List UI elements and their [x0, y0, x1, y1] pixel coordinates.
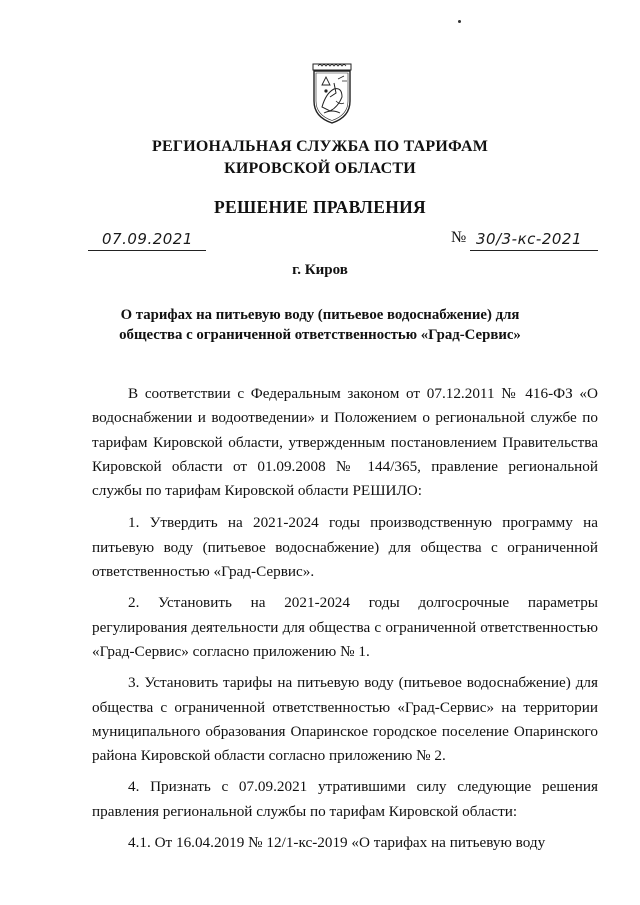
- coat-of-arms-icon: [312, 63, 352, 125]
- agency-name-line1: РЕГИОНАЛЬНАЯ СЛУЖБА ПО ТАРИФАМ: [151, 138, 489, 155]
- intro-paragraph: В соответствии с Федеральным законом от 07.12.2011 № 416-ФЗ «О водоснабжении и водоотведении» и Положением о региональной службе по тарифам Кировской области, утвержденным постановлением Правительства Кировской области от 01.09.2008 № 144/365, правление региональной службы по тарифам Кировской области РЕШИЛО:: [92, 385, 598, 500]
- item-4-paragraph: 4. Признать с 07.09.2021 утратившими силу следующие решения правления региональной службы по тарифам Кировской области:: [92, 778, 598, 820]
- scan-speck: [458, 20, 461, 23]
- agency-name-line2: КИРОВСКОЙ ОБЛАСТИ: [224, 160, 416, 177]
- item-1-paragraph: 1. Утвердить на 2021-2024 годы производственную программу на питьевую воду (питьевое водоснабжение) для общества с ограниченной ответственностью «Град-Сервис».: [92, 514, 598, 581]
- subject-line2: общества с ограниченной ответственностью «Град-Сервис»: [119, 327, 521, 343]
- decision-number: 30/3-кс-2021: [476, 230, 582, 248]
- decision-title: РЕШЕНИЕ ПРАВЛЕНИЯ: [214, 197, 426, 217]
- item-2-paragraph: 2. Установить на 2021-2024 годы долгосрочные параметры регулирования деятельности для общества с ограниченной ответственностью «Град-Сервис» согласно приложению № 1.: [92, 594, 598, 660]
- item-3-paragraph: 3. Установить тарифы на питьевую воду (питьевое водоснабжение) для общества с ограниченной ответственностью «Град-Сервис» на территории муниципального образования Опаринское городское поселение Опаринского района Кировской области согласно приложению № 2.: [92, 674, 598, 765]
- number-sign: №: [451, 229, 467, 246]
- decision-subject: [100, 305, 540, 345]
- decision-number-field: [470, 228, 598, 251]
- city-label: г. Киров: [292, 262, 348, 278]
- subject-line1: О тарифах на питьевую воду (питьевое водоснабжение) для: [120, 307, 520, 323]
- decision-date-field: [88, 228, 206, 251]
- decision-body: [92, 382, 598, 855]
- decision-date: 07.09.2021: [102, 230, 193, 248]
- item-4-1-paragraph: 4.1. От 16.04.2019 № 12/1-кс-2019 «О тарифах на питьевую воду: [128, 834, 546, 852]
